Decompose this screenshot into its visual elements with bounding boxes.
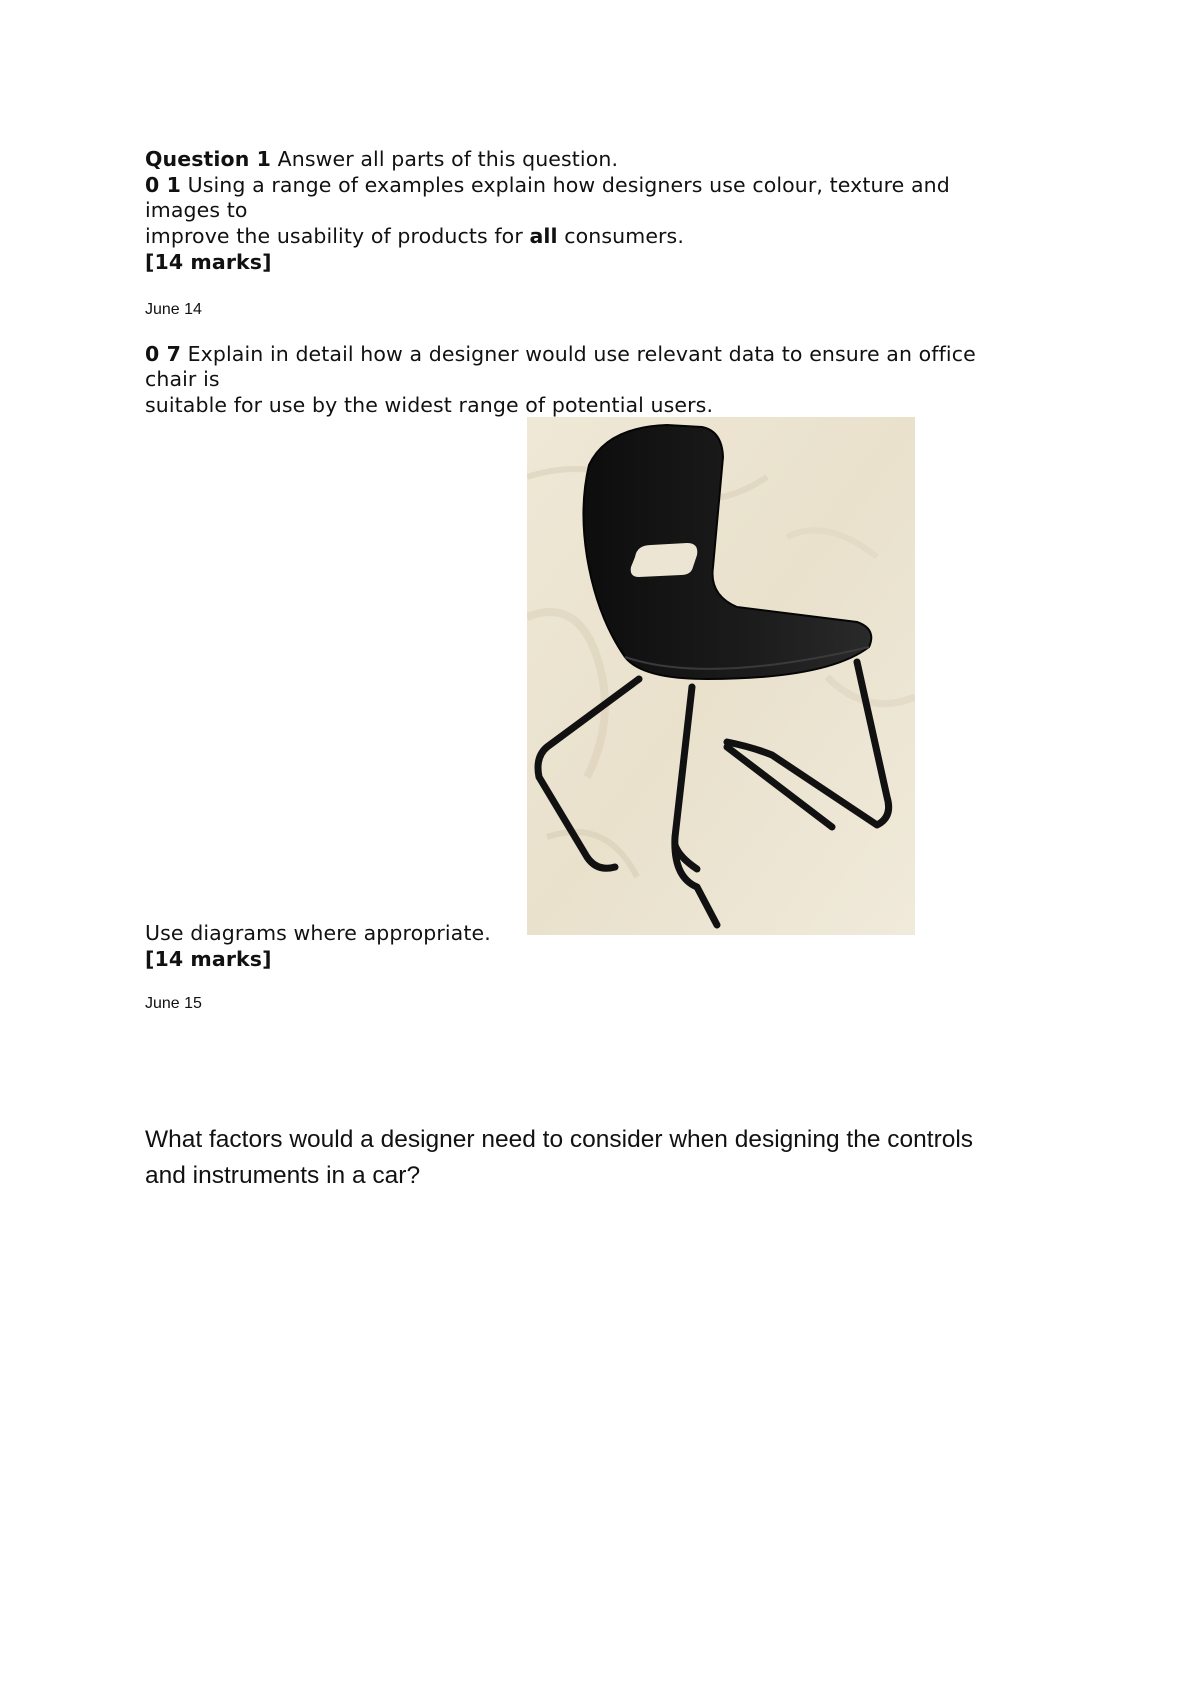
part-01-line-2: images to xyxy=(145,198,248,222)
question-1-heading xyxy=(145,146,618,172)
car-question-line-2: and instruments in a car? xyxy=(145,1162,421,1189)
part-01-text-3a: improve the usability of products for xyxy=(145,224,530,248)
part-01-text-3b: consumers. xyxy=(557,224,684,248)
part-07-line-1 xyxy=(145,341,976,367)
part-07-line-3: suitable for use by the widest range of potential users. xyxy=(145,393,714,417)
question-1-instruction: Answer all parts of this question. xyxy=(271,147,619,171)
part-07-text-1: Explain in detail how a designer would use relevant data to ensure an office xyxy=(180,342,976,366)
part-01-marks: [14 marks] xyxy=(145,250,272,274)
part-01-number: 0 1 xyxy=(145,173,181,197)
question-1-label: Question 1 xyxy=(145,147,272,171)
car-question-line-1: What factors would a designer need to consider when designing the controls xyxy=(145,1126,974,1153)
part-01-text-1: Using a range of examples explain how designers use colour, texture and xyxy=(180,173,950,197)
part-07-marks: [14 marks] xyxy=(145,947,272,971)
part-07-line-2: chair is xyxy=(145,367,220,391)
part-01-emphasis: all xyxy=(529,224,558,248)
part-07-diagrams-note: Use diagrams where appropriate. xyxy=(145,921,491,945)
part-07-number: 0 7 xyxy=(145,342,181,366)
part-07-date: June 15 xyxy=(145,995,202,1012)
part-01-date: June 14 xyxy=(145,301,202,318)
chair-photo xyxy=(527,417,915,935)
chair-image xyxy=(527,417,915,935)
part-01-line-1 xyxy=(145,172,950,198)
part-01-line-3 xyxy=(145,223,684,249)
